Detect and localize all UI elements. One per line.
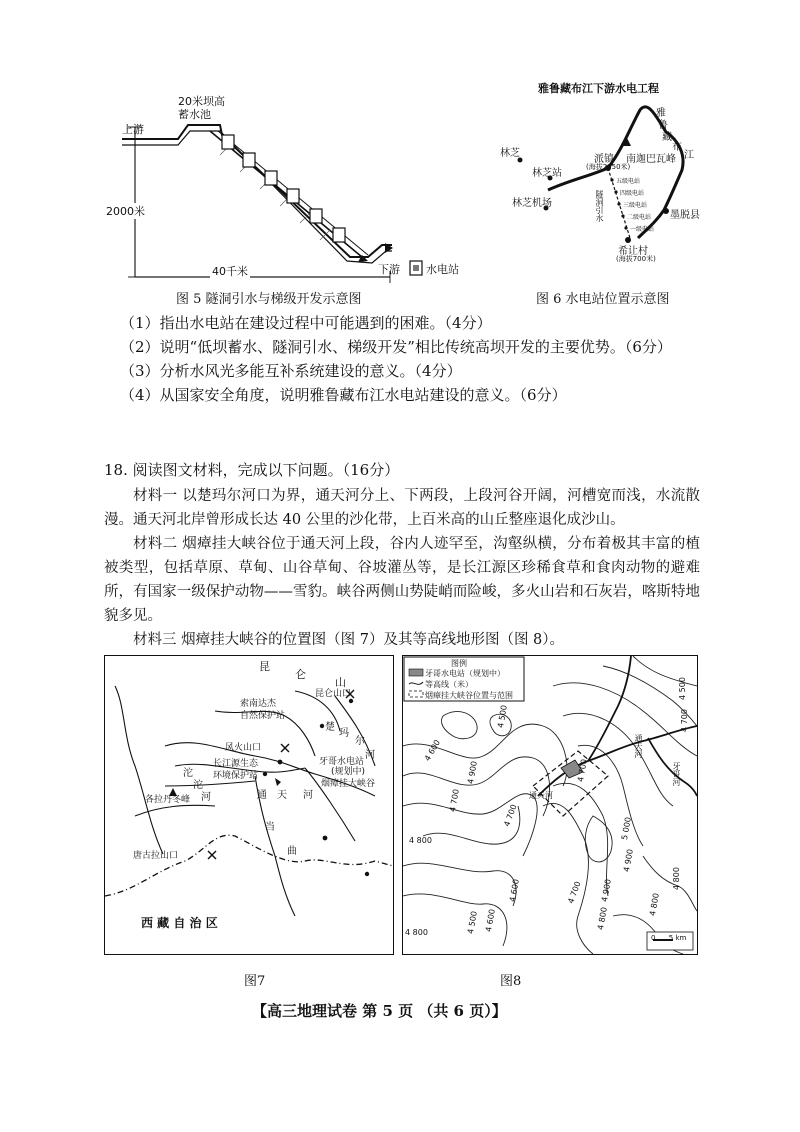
fig7-dang: 当 [265,822,275,833]
fig6-linzhi-station: 林芝站 [532,168,562,179]
fig7-chumar-1: 楚 [325,722,335,733]
fig7-kun: 昆 [259,660,270,673]
fig6-paizhen: 派镇 [594,154,614,165]
fig8-river-label: 通天河 [634,734,643,758]
fig8-river-label-3: 通天河 [529,791,553,800]
subquestion-4: （4）从国家安全角度，说明雅鲁藏布江水电站建设的意义。（6分） [120,386,567,404]
fig7-tanggula: 唐古拉山口 [133,851,179,861]
fig7-lun: 仑 [295,668,306,681]
figure-7 [104,655,394,955]
fig8-contour-label: 4 600 [508,878,521,903]
fig6-title: 雅鲁藏布江下游水电工程 [538,82,659,95]
subquestion-2: （2）说明“低坝蓄水、隧洞引水、梯级开发”相比传统高坝开发的主要优势。（6分） [120,338,672,356]
material-3: 材料三 烟瘴挂大峡谷的位置图（图 7）及其等高线地形图（图 8）。 [133,632,565,648]
figure-6 [490,80,710,280]
fig6-station-2: 二级电站 [627,214,652,221]
fig8-contour-label: 4 800 [405,928,428,937]
fig7-tuotuo-3: 河 [201,792,211,803]
fig8-contour-label: 4 800 [596,906,609,931]
fig7-geladan: 各拉丹冬峰 [145,795,191,805]
fig8-contour-label: 4 900 [622,848,635,873]
fig8-contour-label: 4 600 [422,738,443,763]
fig8-caption: 图8 [500,974,522,989]
fig8-contour-label: 5 000 [620,816,633,841]
fig5-length-label: 40千米 [212,265,248,278]
fig8-contour-label: 4 800 [671,867,681,890]
fig7-yage-1: 牙哥水电站 [319,757,365,767]
material-1: 材料一 以楚玛尔河口为界，通天河分上、下两段，上段河谷开阔，河槽宽而浅，水流散漫。通天河北岸曾形成长达 40 公里的沙化带，上百米高的山丘整座退化成沙山。 [104,488,700,528]
fig5-downstream-label: 下游 [378,263,400,276]
fig7-fenghuo: 风火山口 [225,743,262,753]
fig8-legend-canyon: 烟瘴挂大峡谷位置与范围 [425,691,513,700]
subquestion-3: （3）分析水风光多能互补系统建设的意义。（4分） [120,362,462,380]
fig5-caption: 图 5 隧洞引水与梯级开发示意图 [176,292,362,307]
fig7-chumar-3: 尔 [355,736,365,747]
fig5-height-label: 2000米 [106,205,145,218]
fig6-tunnel: 隧洞引水 [595,190,604,222]
fig6-linzhi: 林芝 [500,148,520,159]
fig7-tong: 通 [257,790,267,801]
fig7-cj-station-1: 长江源生态 [213,759,259,769]
fig7-cj-station-2: 环境保护站 [213,771,259,781]
fig8-contour-label: 4 700 [448,788,461,813]
fig8-contour-label: 4 700 [576,758,589,783]
question-18-heading: 18. 阅读图文材料，完成以下问题。（16分） [104,461,400,479]
fig8-contour-label: 4 900 [466,760,479,785]
fig6-river-3: 藏 [662,132,672,143]
fig6-station-1: 一级电站 [630,226,655,233]
page-footer: 【高三地理试卷 第 5 页 （共 6 页）】 [252,1002,507,1020]
fig7-tibet: 西 藏 自 治 区 [141,916,218,930]
fig7-chumar-2: 玛 [339,728,349,739]
fig7-kunlun-pass: 昆仑山口 [315,689,352,699]
fig7-tuotuo-1: 沱 [183,768,193,779]
fig7-suonan-1: 索南达杰 [240,699,277,709]
fig8-contour-label: 4 900 [600,878,613,903]
fig7-shan: 山 [335,676,346,689]
fig8-contour-label: 4 500 [466,910,479,935]
material-2: 材料二 烟瘴挂大峡谷位于通天河上段，谷内人迹罕至，沟壑纵横，分布着极其丰富的植被类型，包括草原、草甸、山谷草甸、谷坡灌丛等，是长江源区珍稀食草和食肉动物的避难所，有国家一级保护动物——雪豹。峡谷两侧山势陡峭而险峻，多火山岩和石灰岩，喀斯特地貌多见。 [104,536,700,624]
fig7-qu: 曲 [287,846,297,857]
fig8-scale-label: 0 5 km [651,934,687,942]
fig7-suonan-2: 自然保护站 [240,711,286,721]
fig6-station-4: 四级电站 [620,190,645,197]
fig8-contour-label: 4 700 [679,709,689,732]
fig8-contour-label: 4 800 [409,836,432,845]
fig8-legend-title: 图例 [451,659,467,668]
fig6-linzhi-airport: 林芝机场 [512,198,552,209]
figure-5 [100,85,480,285]
fig8-legend-station: 牙哥水电站（规划中） [425,669,505,678]
fig6-paizhen-elev: (海拔2950米) [586,163,631,171]
fig5-legend-label: 水电站 [426,263,459,276]
fig8-contour-label: 4 700 [566,880,583,905]
fig6-namcha: 南迦巴瓦峰 [626,154,676,165]
hydro-station-marks [222,135,345,242]
fig7-tian: 天 [277,790,287,801]
fig6-river-1: 雅 [656,108,666,119]
fig6-station-5: 五级电站 [616,178,641,185]
fig8-contour-label: 4 600 [484,908,497,933]
fig6-river-4: 布 [672,142,682,153]
fig5-diagram [100,85,480,285]
fig7-he: 河 [303,790,313,801]
fig5-reservoir-label: 20米坝高 蓄水池 [178,95,225,121]
fig6-xirang-elev: (海拔700米) [616,255,656,263]
fig7-yage-2: (规划中) [331,767,366,777]
fig6-river-2: 鲁 [658,120,668,131]
fig6-river-5: 江 [684,150,694,161]
fig7-tuotuo-2: 沱 [193,780,203,791]
figure-8 [402,655,698,955]
subquestion-1: （1）指出水电站在建设过程中可能遇到的困难。（4分） [120,314,492,332]
fig7-caption: 图7 [244,974,266,989]
fig8-river-label-2: 牙哥河 [672,762,681,786]
fig5-upstream-label: 上游 [122,123,144,136]
fig6-station-3: 三级电站 [623,202,648,209]
fig8-contour-label: 4 700 [502,803,519,828]
fig6-caption: 图 6 水电站位置示意图 [536,292,670,307]
fig8-contour-label: 4 500 [496,704,509,729]
fig6-medog: 墨脱县 [670,210,700,221]
fig6-xirang: 希让村 [618,246,648,257]
fig8-contour-label: 4 800 [648,892,661,917]
fig7-chumar-4: 河 [365,750,375,761]
fig8-legend-contour: 等高线（米） [425,680,473,689]
fig7-yanzhang: 烟瘴挂大峡谷 [321,779,376,789]
fig6-map [490,80,710,280]
fig8-contour-label: 4 500 [677,677,687,700]
